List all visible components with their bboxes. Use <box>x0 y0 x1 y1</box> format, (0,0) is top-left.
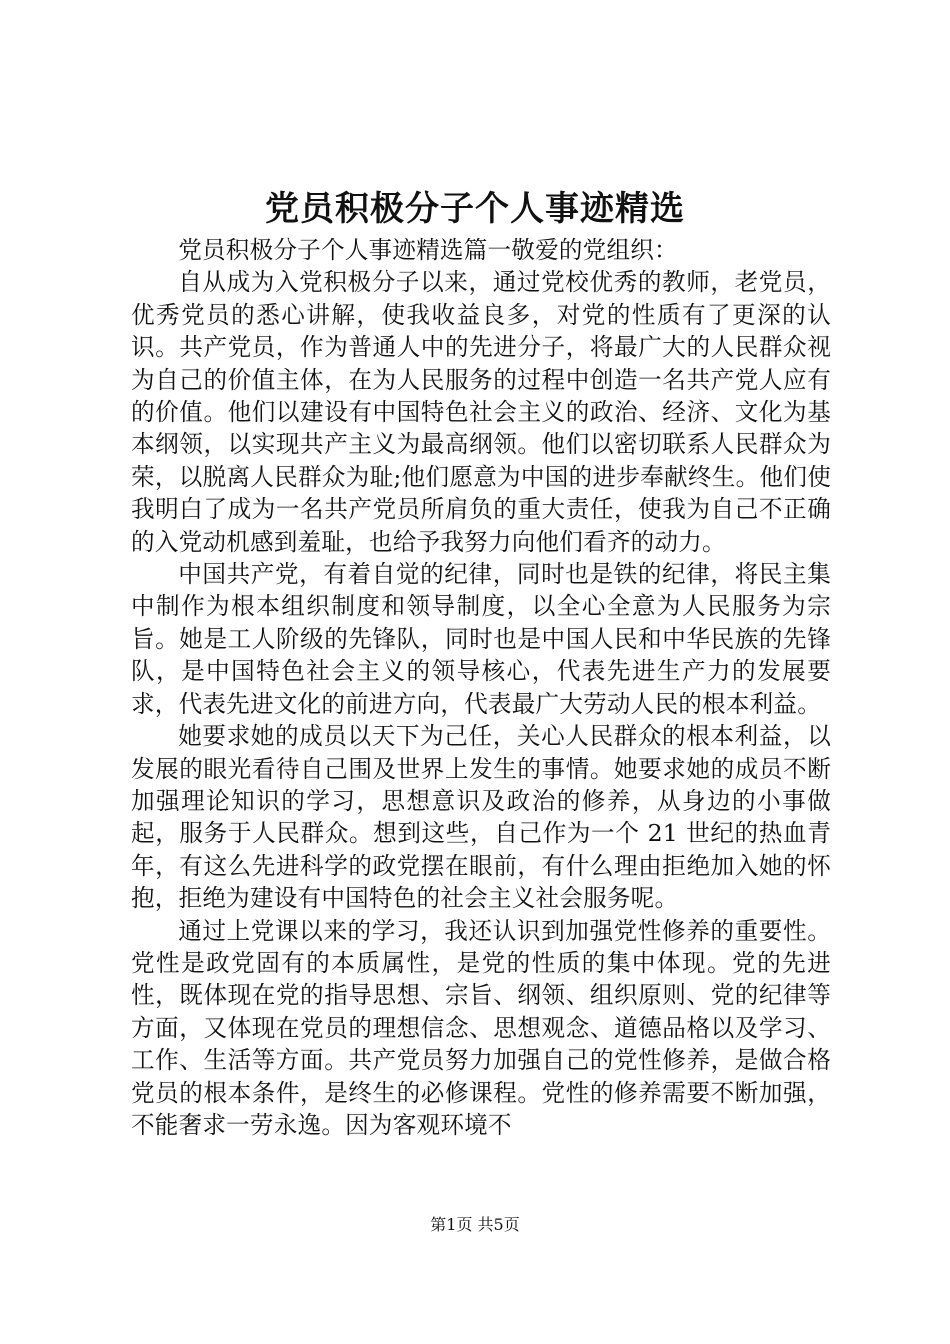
paragraph: 她要求她的成员以天下为己任，关心人民群众的根本利益，以发展的眼光看待自己围及世界上发生的事情。她要求她的成员不断加强理论知识的学习，思想意识及政治的修养，从身边的小事做起，服务于人民群众。想到这些，自己作为一个 21 世纪的热血青年，有这么先进科学的政党摆在眼前，有什么理由拒绝加入她的怀抱，拒绝为建设有中国特色的社会主义社会服务呢。 <box>131 722 831 913</box>
paragraph: 自从成为入党积极分子以来，通过党校优秀的教师，老党员，优秀党员的悉心讲解，使我收益良多，对党的性质有了更深的认识。共产党员，作为普通人中的先进分子，将最广大的人民群众视为自己的价值主体，在为人民服务的过程中创造一名共产党人应有的价值。他们以建设有中国特色社会主义的政治、经济、文化为基本纲领，以实现共产主义为最高纲领。他们以密切联系人民群众为荣，以脱离人民群众为耻;他们愿意为中国的进步奉献终生。他们使我明白了成为一名共产党员所肩负的重大责任，使我为自己不正确的入党动机感到羞耻，也给予我努力向他们看齐的动力。 <box>131 268 831 556</box>
paragraph: 通过上党课以来的学习，我还认识到加强党性修养的重要性。党性是政党固有的本质属性，是党的性质的集中体现。党的先进性，既体现在党的指导思想、宗旨、纲领、组织原则、党的纪律等方面，又体现在党员的理想信念、思想观念、道德品格以及学习、工作、生活等方面。共产党员努力加强自己的党性修养，是做合格党员的根本条件，是终生的必修课程。党性的修养需要不断加强，不能奢求一劳永逸。因为客观环境不 <box>131 916 831 1139</box>
document-body <box>131 234 831 1141</box>
document-title: 党员积极分子个人事迹精选 <box>265 189 685 229</box>
page-footer: 第1页 共5页 <box>430 1215 520 1234</box>
paragraph: 中国共产党，有着自觉的纪律，同时也是铁的纪律，将民主集中制作为根本组织制度和领导制度，以全心全意为人民服务为宗旨。她是工人阶级的先锋队，同时也是中国人民和中华民族的先锋队，是中国特色社会主义的领导核心，代表先进生产力的发展要求，代表先进文化的前进方向，代表最广大劳动人民的根本利益。 <box>131 560 831 718</box>
paragraph-salutation: 党员积极分子个人事迹精选篇一敬爱的党组织： <box>178 236 678 264</box>
